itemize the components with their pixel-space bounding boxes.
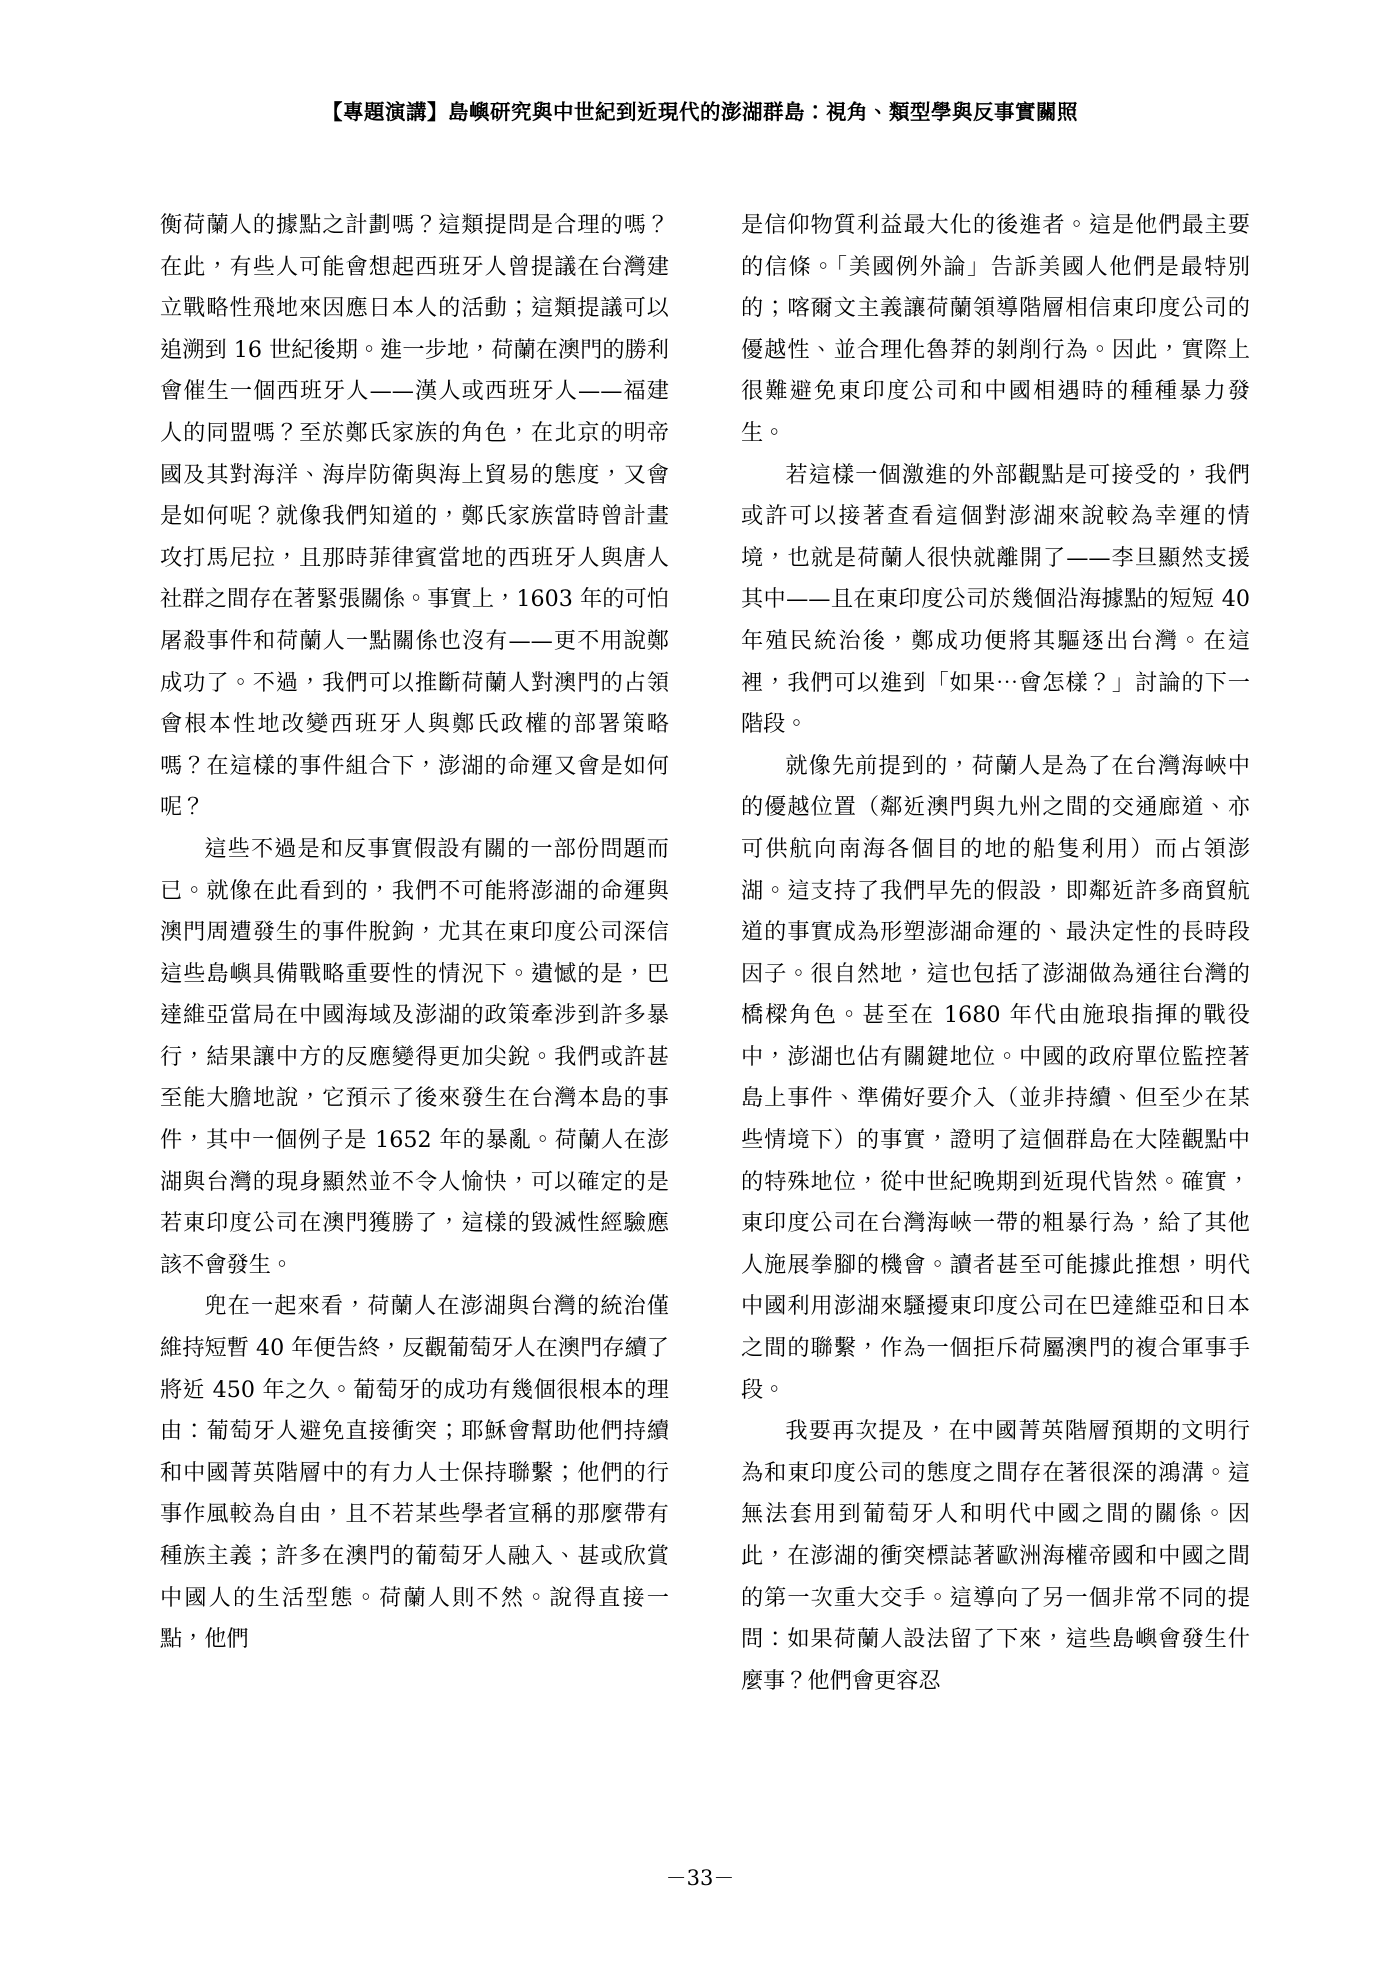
page-number: －33－ — [665, 1866, 735, 1890]
paragraph: 是信仰物質利益最大化的後進者。這是他們最主要的信條。「美國例外論」告訴美國人他們是最特別的；喀爾文主義讓荷蘭領導階層相信東印度公司的優越性、並合理化魯莽的剝削行為。因此，實際上很難避免東印度公司和中國相遇時的種種暴力發生。 — [741, 212, 1250, 446]
two-column-body — [160, 205, 1250, 1702]
column-left — [160, 205, 669, 1702]
paragraph: 兜在一起來看，荷蘭人在澎湖與台灣的統治僅維持短暫 40 年便告終，反觀葡萄牙人在澳門存續了將近 450 年之久。葡萄牙的成功有幾個很根本的理由：葡萄牙人避免直接衝突；耶穌會幫助他們持續和中國菁英階層中的有力人士保持聯繫；他們的行事作風較為自由，且不若某些學者宣稱的那麼帶有種族主義；許多在澳門的葡萄牙人融入、甚或欣賞中國人的生活型態。荷蘭人則不然。說得直接一點，他們 — [160, 1293, 669, 1653]
paragraph: 若這樣一個激進的外部觀點是可接受的，我們或許可以接著查看這個對澎湖來說較為幸運的情境，也就是荷蘭人很快就離開了——李旦顯然支援其中——且在東印度公司於幾個沿海據點的短短 40 年殖民統治後，鄭成功便將其驅逐出台灣。在這裡，我們可以進到「如果⋯會怎樣？」討論的下一階段。 — [741, 461, 1250, 738]
paragraph: 我要再次提及，在中國菁英階層預期的文明行為和東印度公司的態度之間存在著很深的鴻溝。這無法套用到葡萄牙人和明代中國之間的關係。因此，在澎湖的衝突標誌著歐洲海權帝國和中國之間的第一次重大交手。這導向了另一個非常不同的提問：如果荷蘭人設法留了下來，這些島嶼會發生什麼事？他們會更容忍 — [741, 1418, 1250, 1694]
paragraph: 這些不過是和反事實假設有關的一部份問題而已。就像在此看到的，我們不可能將澎湖的命運與澳門周遭發生的事件脫鉤，尤其在東印度公司深信這些島嶼具備戰略重要性的情況下。遺憾的是，巴達維亞當局在中國海域及澎湖的政策牽涉到許多暴行，結果讓中方的反應變得更加尖銳。我們或許甚至能大膽地說，它預示了後來發生在台灣本島的事件，其中一個例子是 1652 年的暴亂。荷蘭人在澎湖與台灣的現身顯然並不令人愉快，可以確定的是若東印度公司在澳門獲勝了，這樣的毀滅性經驗應該不會發生。 — [160, 835, 669, 1278]
running-head: 【專題演講】島嶼研究與中世紀到近現代的澎湖群島：視角、類型學與反事實關照 — [322, 100, 1078, 124]
paragraph: 衡荷蘭人的據點之計劃嗎？這類提問是合理的嗎？在此，有些人可能會想起西班牙人曾提議在台灣建立戰略性飛地來因應日本人的活動；這類提議可以追溯到 16 世紀後期。進一步地，荷蘭在澳門的勝利會催生一個西班牙人——漢人或西班牙人——福建人的同盟嗎？至於鄭氏家族的角色，在北京的明帝國及其對海洋、海岸防衛與海上貿易的態度，又會是如何呢？就像我們知道的，鄭氏家族當時曾計畫攻打馬尼拉，且那時菲律賓當地的西班牙人與唐人社群之間存在著緊張關係。事實上，1603 年的可怕屠殺事件和荷蘭人一點關係也沒有——更不用說鄭成功了。不過，我們可以推斷荷蘭人對澳門的占領會根本性地改變西班牙人與鄭氏政權的部署策略嗎？在這樣的事件組合下，澎湖的命運又會是如何呢？ — [160, 212, 669, 821]
paragraph: 就像先前提到的，荷蘭人是為了在台灣海峽中的優越位置（鄰近澳門與九州之間的交通廊道、亦可供航向南海各個目的地的船隻利用）而占領澎湖。這支持了我們早先的假設，即鄰近許多商貿航道的事實成為形塑澎湖命運的、最決定性的長時段因子。很自然地，這也包括了澎湖做為通往台灣的橋樑角色。甚至在 1680 年代由施琅指揮的戰役中，澎湖也佔有關鍵地位。中國的政府單位監控著島上事件、準備好要介入（並非持續、但至少在某些情境下）的事實，證明了這個群島在大陸觀點中的特殊地位，從中世紀晚期到近現代皆然。確實，東印度公司在台灣海峽一帶的粗暴行為，給了其他人施展拳腳的機會。讀者甚至可能據此推想，明代中國利用澎湖來騷擾東印度公司在巴達維亞和日本之間的聯繫，作為一個拒斥荷屬澳門的複合軍事手段。 — [741, 752, 1250, 1403]
column-right — [741, 205, 1250, 1702]
